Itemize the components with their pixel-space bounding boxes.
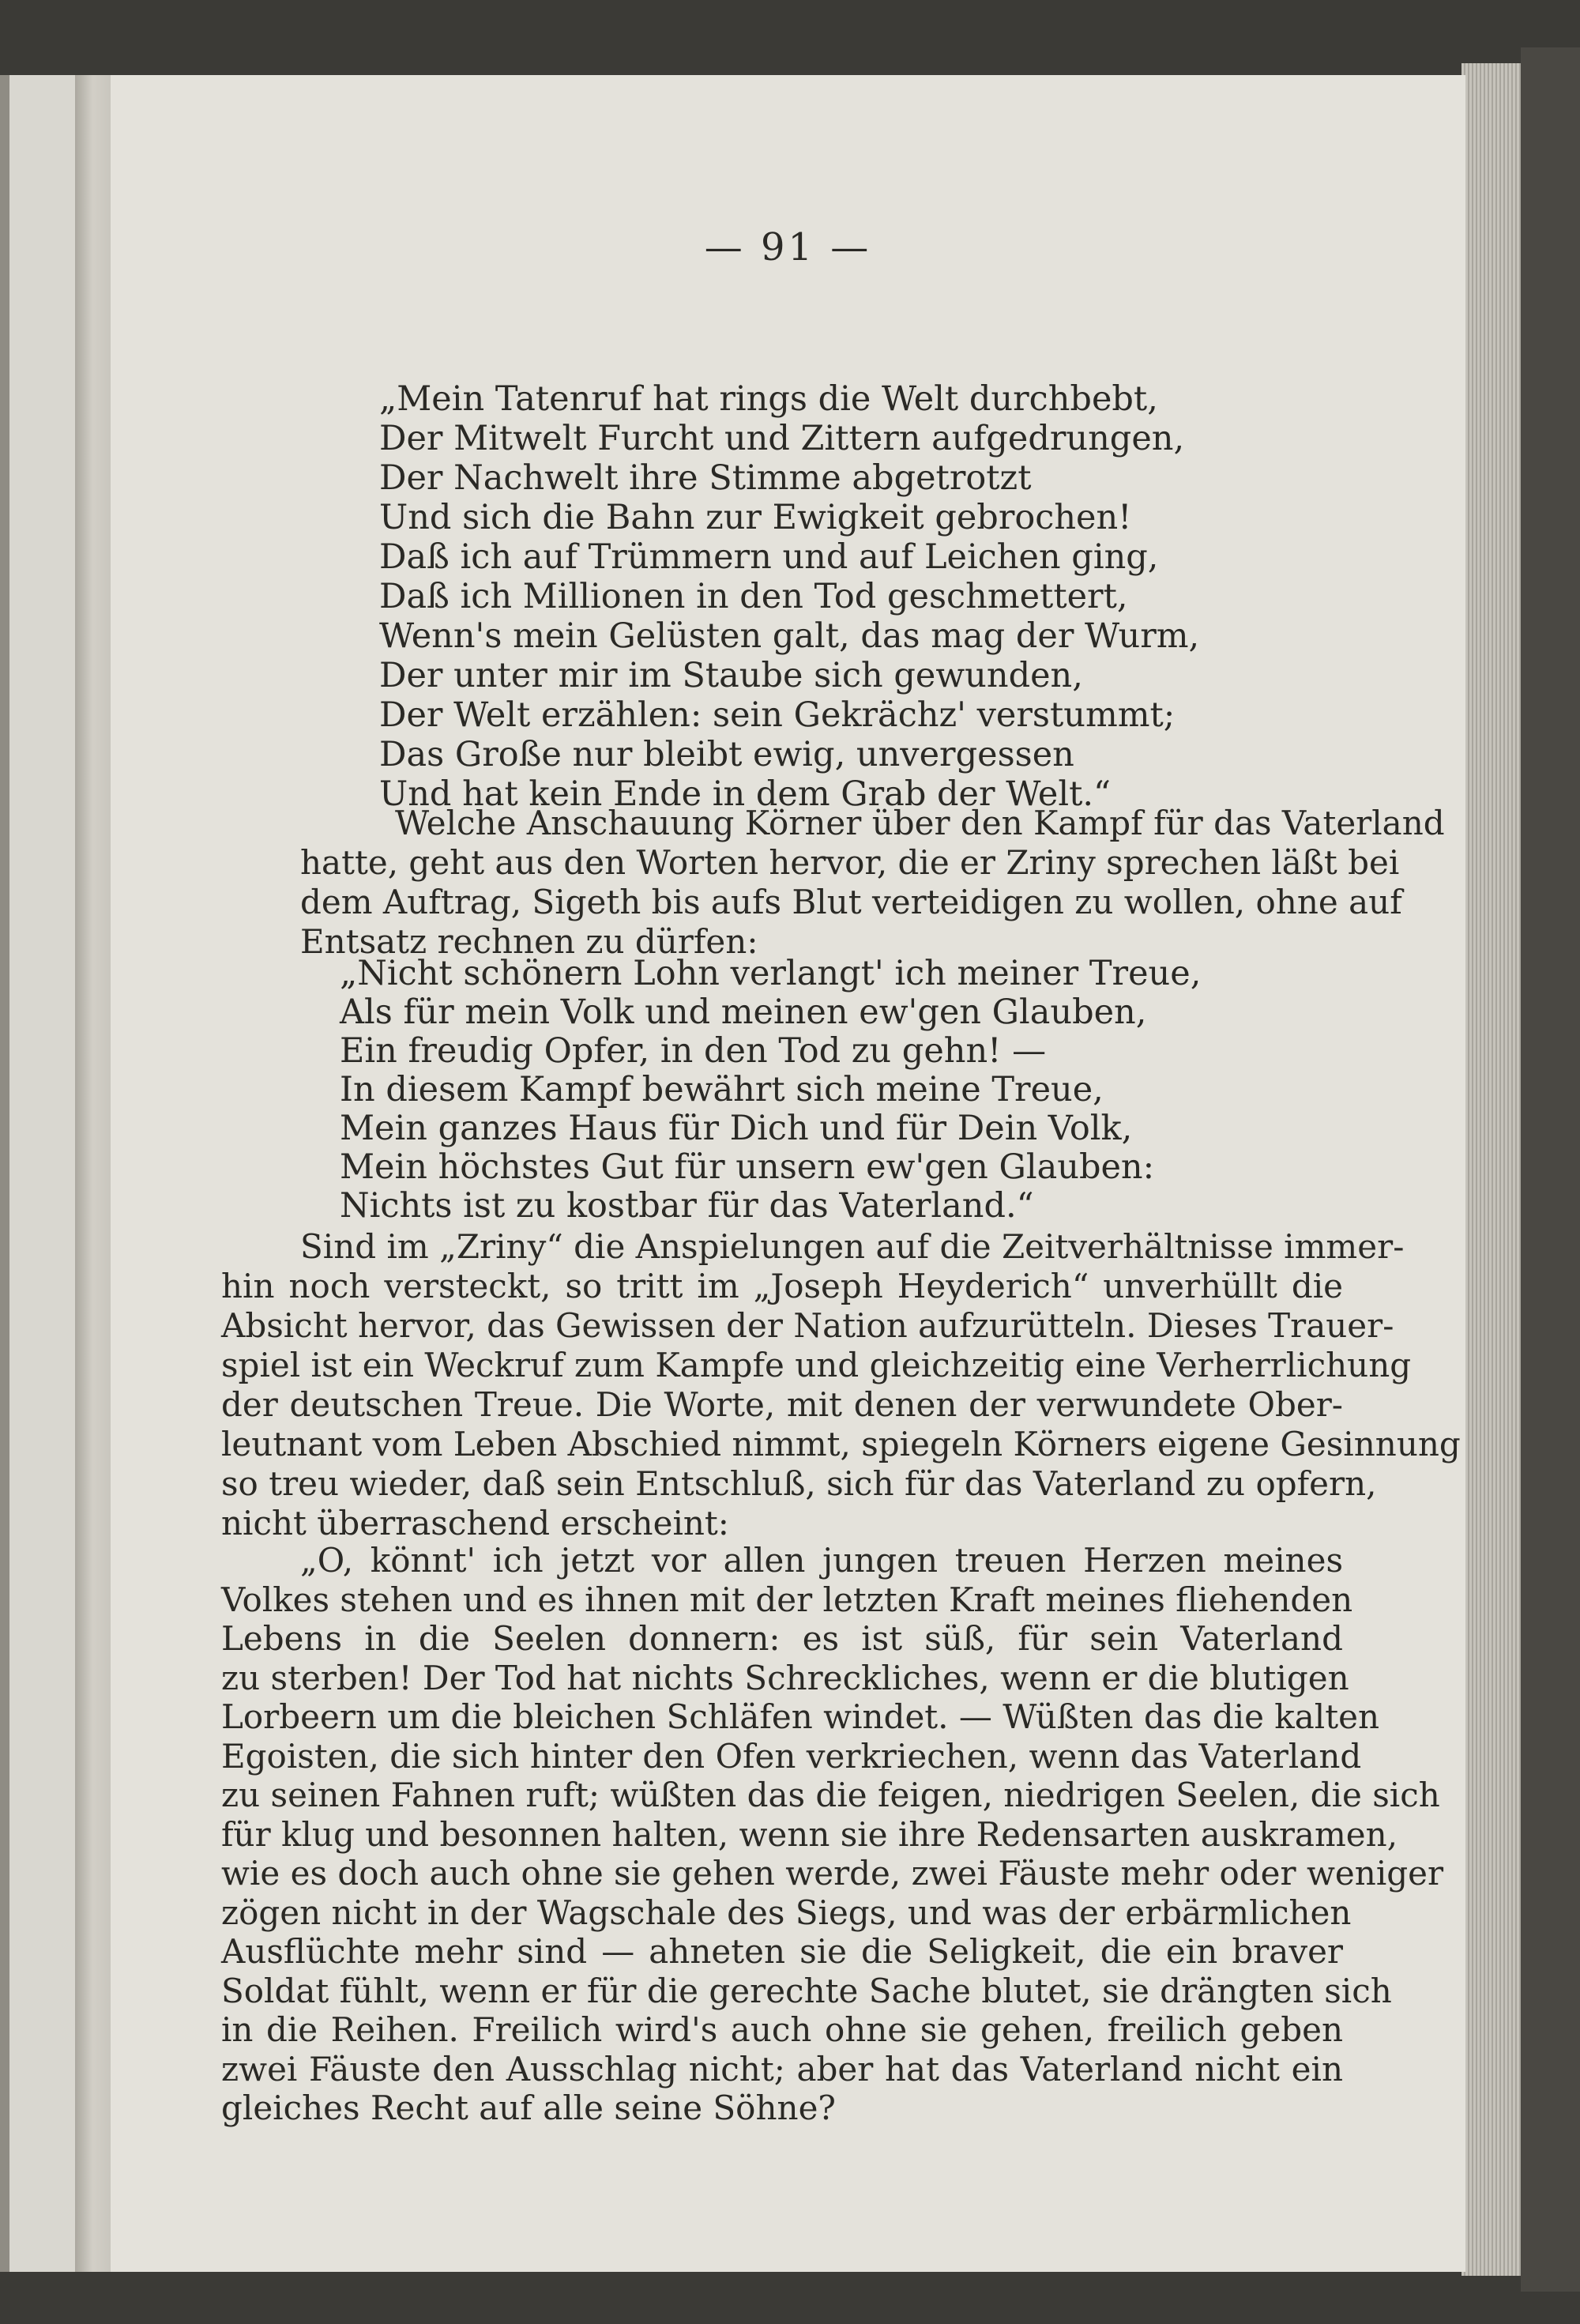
text-line: Ein freudig Opfer, in den Tod zu gehn! — (340, 1031, 1047, 1071)
text-line: so treu wieder, daß sein Entschluß, sich für das Vaterland zu opfern, (221, 1464, 1377, 1503)
text-line: In diesem Kampf bewährt sich meine Treue, (340, 1070, 1104, 1109)
text-line: Soldat fühlt, wenn er für die gerechte Sache blutet, sie drängten sich (221, 1971, 1392, 2010)
text-line: Der Welt erzählen: sein Gekrächz' verstummt; (379, 695, 1176, 735)
adjacent-page-edge (0, 75, 77, 2272)
text-line: Volkes stehen und es ihnen mit der letzten Kraft meines fliehenden (221, 1580, 1353, 1619)
page-number: — 91 — (704, 225, 872, 269)
text-line: Sind im „Zriny“ die Anspielungen auf die Zeitverhältnisse immer- (300, 1227, 1405, 1266)
text-line: dem Auftrag, Sigeth bis aufs Blut verteidigen zu wollen, ohne auf (300, 883, 1402, 921)
text-line: Lebens in die Seelen donnern: es ist süß, für sein Vaterland (221, 1619, 1343, 1658)
text-line: Und sich die Bahn zur Ewigkeit gebrochen! (379, 498, 1132, 537)
text-line: für klug und besonnen halten, wenn sie ihre Redensarten auskramen, (221, 1814, 1398, 1854)
text-line: Ausflüchte mehr sind — ahneten sie die Seligkeit, die ein braver (221, 1932, 1343, 1971)
text-line: spiel ist ein Weckruf zum Kampfe und gleichzeitig eine Verherrlichung (221, 1346, 1412, 1384)
text-line: „Nicht schönern Lohn verlangt' ich meiner Treue, (340, 954, 1202, 993)
text-line: Absicht hervor, das Gewissen der Nation aufzurütteln. Dieses Trauer- (221, 1306, 1394, 1345)
adjacent-page-shadow (0, 75, 9, 2272)
text-line: hatte, geht aus den Worten hervor, die er Zriny sprechen läßt bei (300, 843, 1400, 882)
text-line: Daß ich auf Trümmern und auf Leichen ging, (379, 537, 1159, 577)
text-line: „O, könnt' ich jetzt vor allen jungen treuen Herzen meines (300, 1541, 1343, 1580)
text-line: Der Nachwelt ihre Stimme abgetrotzt (379, 458, 1032, 498)
text-line: Egoisten, die sich hinter den Ofen verkriechen, wenn das Vaterland (221, 1736, 1362, 1776)
text-line: der deutschen Treue. Die Worte, mit denen der verwundete Ober- (221, 1385, 1343, 1424)
text-line: Lorbeern um die bleichen Schläfen windet. — Wüßten das die kalten (221, 1697, 1380, 1736)
text-line: Und hat kein Ende in dem Grab der Welt.“ (379, 774, 1112, 814)
text-line: „Mein Tatenruf hat rings die Welt durchbebt, (379, 379, 1158, 419)
text-line: zwei Fäuste den Ausschlag nicht; aber hat das Vaterland nicht ein (221, 2049, 1343, 2089)
text-line: Entsatz rechnen zu dürfen: (300, 922, 758, 961)
text-line: Der Mitwelt Furcht und Zittern aufgedrungen, (379, 419, 1185, 458)
text-line: nicht überraschend erscheint: (221, 1504, 729, 1542)
text-line: Nichts ist zu kostbar für das Vaterland.“ (340, 1186, 1034, 1226)
text-line: Welche Anschauung Körner über den Kampf für das Vaterland (395, 804, 1445, 842)
text-line: Als für mein Volk und meinen ew'gen Glauben, (340, 993, 1147, 1032)
text-line: Wenn's mein Gelüsten galt, das mag der Wurm, (379, 616, 1200, 656)
text-line: Mein ganzes Haus für Dich und für Dein Volk, (340, 1109, 1133, 1148)
book-gutter (75, 75, 111, 2272)
text-line: gleiches Recht auf alle seine Söhne? (221, 2089, 836, 2127)
book-page (111, 75, 1465, 2272)
text-line: in die Reihen. Freilich wird's auch ohne sie gehen, freilich geben (221, 2010, 1343, 2049)
text-line: Daß ich Millionen in den Tod geschmettert, (379, 577, 1128, 616)
text-line: Das Große nur bleibt ewig, unvergessen (379, 735, 1074, 774)
text-line: zögen nicht in der Wagschale des Siegs, und was der erbärmlichen (221, 1893, 1352, 1932)
text-line: zu sterben! Der Tod hat nichts Schreckliches, wenn er die blutigen (221, 1658, 1349, 1697)
book-cover-edge (1521, 47, 1580, 2292)
text-line: Der unter mir im Staube sich gewunden, (379, 656, 1083, 695)
text-line: hin noch versteckt, so tritt im „Joseph Heyderich“ unverhüllt die (221, 1267, 1343, 1305)
text-line: wie es doch auch ohne sie gehen werde, zwei Fäuste mehr oder weniger (221, 1854, 1444, 1893)
text-line: leutnant vom Leben Abschied nimmt, spiegeln Körners eigene Gesinnung (221, 1425, 1461, 1463)
text-line: zu seinen Fahnen ruft; wüßten das die feigen, niedrigen Seelen, die sich (221, 1776, 1440, 1814)
text-line: Mein höchstes Gut für unsern ew'gen Glauben: (340, 1147, 1155, 1187)
